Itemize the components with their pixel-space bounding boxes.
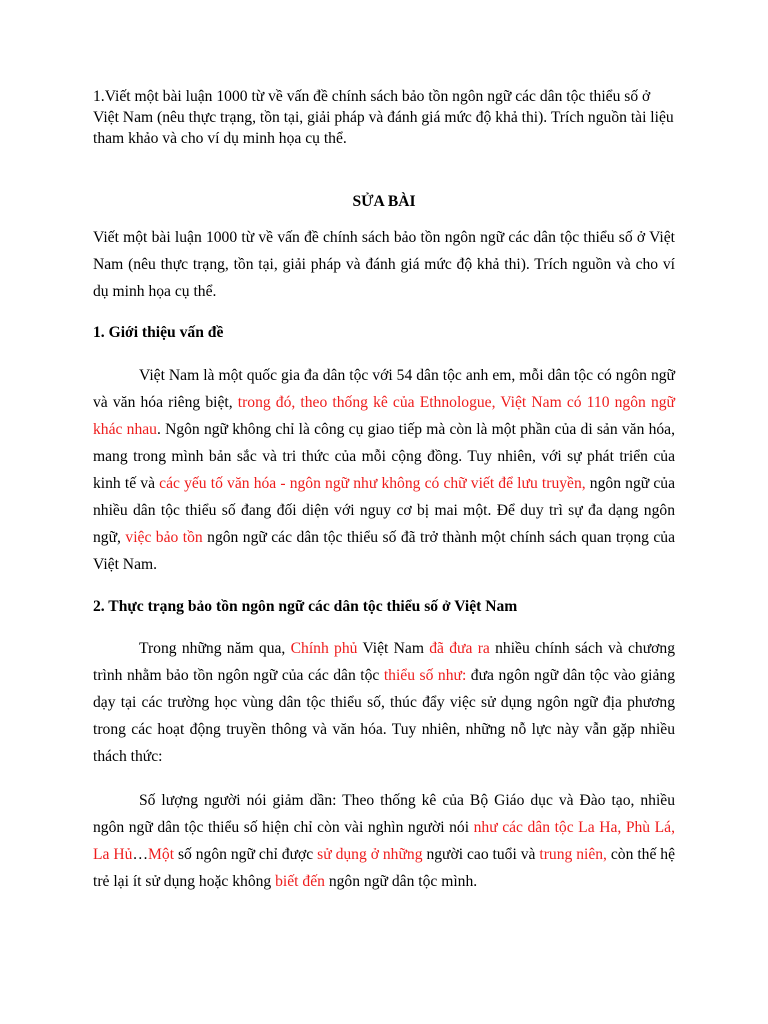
highlighted-correction: Một — [148, 846, 175, 863]
text-run: ngôn ngữ của nhiều dân tộc thiểu số đang đối diện với nguy cơ bị mai một. Để duy trì sự đa dạng ngôn ngữ, — [93, 475, 675, 546]
text-run: . Ngôn ngữ không chỉ là công cụ giao tiếp mà còn là một phần của di sản văn hóa, mang trong mình bản sắc và tri thức của mỗi cộng đồng. Tuy nhiên, với sự phát triển của kinh tế và — [93, 421, 675, 492]
highlighted-correction: sử dụng ở những — [317, 846, 423, 863]
section-2-heading: 2. Thực trạng bảo tồn ngôn ngữ các dân tộc thiểu số ở Việt Nam — [93, 598, 518, 615]
text-run: nhiều chính sách và chương trình nhằm bảo tồn ngôn ngữ của các dân tộc — [93, 640, 675, 684]
highlighted-correction: biết đến — [275, 873, 325, 890]
text-run: người cao tuổi và — [422, 846, 540, 863]
restated-prompt: Viết một bài luận 1000 từ về vấn đề chính sách bảo tồn ngôn ngữ các dân tộc thiểu số ở Việt Nam (nêu thực trạng, tồn tại, giải pháp và đánh giá mức độ khả thi). Trích nguồn và cho ví dụ minh họa cụ thể. — [93, 229, 675, 300]
highlighted-correction: việc bảo tồn — [125, 529, 203, 546]
highlighted-correction: trung niên, — [539, 846, 607, 863]
text-run: ngôn ngữ các dân tộc thiểu số đã trở thành một chính sách quan trọng của Việt Nam. — [93, 529, 675, 573]
text-run: còn thế hệ trẻ lại ít sử dụng hoặc không — [93, 846, 676, 890]
text-run: Số lượng người nói giảm dần: Theo thống kê của Bộ Giáo dục và Đào tạo, nhiều ngôn ngữ dân tộc thiểu số hiện chỉ còn vài nghìn người nói — [93, 792, 675, 836]
assignment-prompt: 1.Viết một bài luận 1000 từ về vấn đề chính sách bảo tồn ngôn ngữ các dân tộc thiểu số ở Việt Nam (nêu thực trạng, tồn tại, giải pháp và đánh giá mức độ khả thi). Trích nguồn tài liệu tham khảo và cho ví dụ minh họa cụ thể. — [93, 88, 674, 147]
highlighted-correction: thiểu số như: — [383, 667, 467, 684]
text-run: ngôn ngữ dân tộc mình. — [324, 873, 478, 890]
section-1-heading: 1. Giới thiệu vấn đề — [93, 324, 224, 341]
highlighted-correction: các yếu tố văn hóa - ngôn ngữ như không có chữ viết để lưu truyền, — [159, 475, 586, 492]
section-2-paragraph-2 — [93, 787, 675, 895]
edit-title: SỬA BÀI — [352, 193, 416, 210]
text-run: … — [132, 846, 149, 863]
text-run: Việt Nam là một quốc gia đa dân tộc với 54 dân tộc anh em, mỗi dân tộc có ngôn ngữ và văn hóa riêng biệt, — [93, 367, 675, 411]
highlighted-correction: như các dân tộc La Ha, Phù Lá, La Hủ — [93, 819, 675, 863]
section-2-paragraph-1 — [93, 635, 675, 770]
text-run: Việt Nam — [357, 640, 430, 657]
highlighted-correction: đã đưa ra — [429, 640, 490, 657]
text-run: Trong những năm qua, — [139, 640, 291, 657]
highlighted-correction: trong đó, theo thống kê của Ethnologue, Việt Nam có 110 ngôn ngữ khác nhau — [93, 394, 675, 438]
section-1-paragraph — [93, 362, 675, 578]
text-run: số ngôn ngữ chỉ được — [174, 846, 318, 863]
text-run: đưa ngôn ngữ dân tộc vào giảng dạy tại các trường học vùng dân tộc thiểu số, thúc đẩy việc sử dụng ngôn ngữ địa phương trong các hoạt động truyền thông và văn hóa. Tuy nhiên, những nỗ lực này vẫn gặp nhiều thách thức: — [93, 667, 675, 765]
highlighted-correction: Chính phủ — [290, 640, 358, 657]
